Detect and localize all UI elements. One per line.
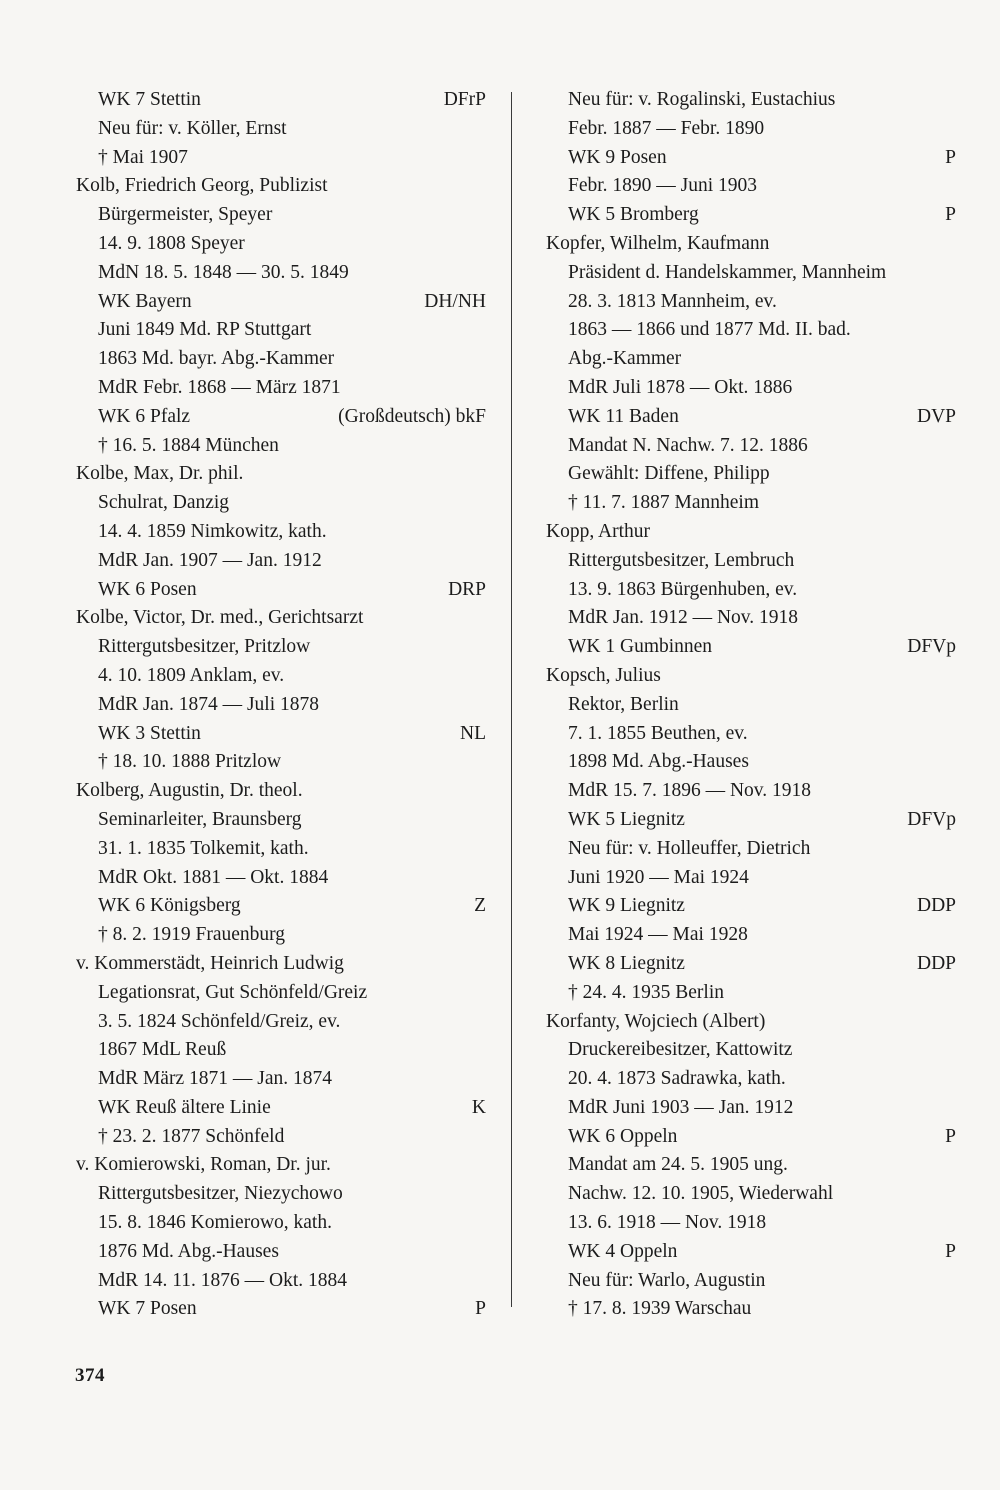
line-text: Seminarleiter, Braunsberg	[98, 808, 302, 830]
line-text: † Mai 1907	[98, 146, 188, 168]
entry-detail-line	[76, 259, 486, 288]
page-number: 374	[75, 1365, 105, 1386]
line-text: Kolberg, Augustin, Dr. theol.	[76, 780, 303, 802]
entry-detail-line	[546, 1151, 956, 1180]
entry-detail-line	[546, 259, 956, 288]
line-text: WK 6 Posen	[98, 578, 197, 600]
line-text: WK 9 Liegnitz	[568, 895, 685, 917]
entry-detail-line	[546, 1123, 956, 1152]
line-text: Bürgermeister, Speyer	[98, 204, 273, 226]
entry-detail-line	[76, 1295, 486, 1324]
line-text: v. Komierowski, Roman, Dr. jur.	[76, 1154, 331, 1176]
entry-detail-line	[76, 288, 486, 317]
party-label: DH/NH	[424, 290, 486, 312]
entry-detail-line	[546, 345, 956, 374]
line-text: MdR Juni 1903 — Jan. 1912	[568, 1096, 794, 1118]
line-text: Mai 1924 — Mai 1928	[568, 924, 748, 946]
line-text: Kolbe, Victor, Dr. med., Gerichtsarzt	[76, 607, 364, 629]
entry-detail-line	[76, 144, 486, 173]
entry-detail-line	[76, 1008, 486, 1037]
line-text: Rittergutsbesitzer, Niezychowo	[98, 1183, 343, 1205]
entry-detail-line	[546, 633, 956, 662]
entry-detail-line	[76, 576, 486, 605]
entry-detail-line	[76, 1209, 486, 1238]
entry-detail-line	[546, 144, 956, 173]
line-text: Kolbe, Max, Dr. phil.	[76, 463, 244, 485]
line-text: Präsident d. Handelskammer, Mannheim	[568, 261, 887, 283]
entry-detail-line	[76, 1094, 486, 1123]
line-text: 4. 10. 1809 Anklam, ev.	[98, 664, 285, 686]
entry-detail-line	[76, 835, 486, 864]
line-text: Kopp, Arthur	[546, 520, 650, 542]
entry-detail-line	[546, 864, 956, 893]
party-label: DFVp	[907, 808, 956, 830]
entry-detail-line	[76, 345, 486, 374]
entry-detail-line	[546, 489, 956, 518]
entry-detail-line	[546, 777, 956, 806]
line-text: WK 7 Stettin	[98, 89, 201, 110]
entry-detail-line	[76, 316, 486, 345]
line-text: 31. 1. 1835 Tolkemit, kath.	[98, 837, 309, 859]
line-text: 1898 Md. Abg.-Hauses	[568, 751, 749, 773]
entry-detail-line	[546, 1295, 956, 1324]
line-text: MdR 14. 11. 1876 — Okt. 1884	[98, 1269, 347, 1291]
line-text: WK 8 Liegnitz	[568, 952, 685, 974]
entry-detail-line	[76, 489, 486, 518]
line-text: WK 6 Königsberg	[98, 895, 241, 917]
entry-name-line	[76, 604, 486, 633]
entry-detail-line	[76, 201, 486, 230]
right-column	[546, 86, 956, 1324]
line-text: † 11. 7. 1887 Mannheim	[568, 492, 760, 514]
entry-detail-line	[546, 1238, 956, 1267]
line-text: Legationsrat, Gut Schönfeld/Greiz	[98, 981, 368, 1003]
line-text: MdR Jan. 1874 — Juli 1878	[98, 693, 320, 715]
entry-detail-line	[76, 864, 486, 893]
entry-name-line	[546, 518, 956, 547]
entry-detail-line	[546, 316, 956, 345]
line-text: Neu für: v. Köller, Ernst	[98, 117, 287, 139]
line-text: Febr. 1887 — Febr. 1890	[568, 117, 765, 139]
entry-detail-line	[76, 1267, 486, 1296]
line-text: Schulrat, Danzig	[98, 492, 230, 514]
line-text: † 18. 10. 1888 Pritzlow	[98, 751, 282, 773]
line-text: WK 11 Baden	[568, 405, 679, 427]
line-text: Neu für: v. Rogalinski, Eustachius	[568, 89, 836, 110]
entry-detail-line	[76, 748, 486, 777]
entry-detail-line	[76, 1123, 486, 1152]
entry-detail-line	[546, 950, 956, 979]
line-text: MdR Juli 1878 — Okt. 1886	[568, 376, 793, 398]
entry-detail-line	[76, 1036, 486, 1065]
line-text: 1876 Md. Abg.-Hauses	[98, 1240, 279, 1262]
line-text: † 16. 5. 1884 München	[98, 434, 279, 456]
line-text: 20. 4. 1873 Sadrawka, kath.	[568, 1068, 786, 1090]
entry-detail-line	[546, 806, 956, 835]
line-text: Korfanty, Wojciech (Albert)	[546, 1010, 766, 1032]
entry-detail-line	[76, 1238, 486, 1267]
line-text: † 24. 4. 1935 Berlin	[568, 981, 724, 1003]
entry-detail-line	[76, 432, 486, 461]
line-text: Rittergutsbesitzer, Pritzlow	[98, 636, 311, 658]
entry-name-line	[546, 662, 956, 691]
entry-name-line	[76, 1151, 486, 1180]
entry-detail-line	[546, 1267, 956, 1296]
entry-name-line	[546, 230, 956, 259]
line-text: Neu für: Warlo, Augustin	[568, 1269, 766, 1291]
entry-detail-line	[546, 432, 956, 461]
line-text: 3. 5. 1824 Schönfeld/Greiz, ev.	[98, 1010, 341, 1032]
entry-detail-line	[76, 720, 486, 749]
line-text: v. Kommerstädt, Heinrich Ludwig	[76, 952, 344, 974]
entry-detail-line	[76, 518, 486, 547]
party-label: K	[471, 1096, 486, 1118]
line-text: WK 3 Stettin	[98, 722, 201, 744]
line-text: WK Reuß ältere Linie	[98, 1096, 271, 1118]
entry-detail-line	[546, 576, 956, 605]
line-text: WK Bayern	[98, 290, 192, 312]
entry-name-line	[76, 777, 486, 806]
line-text: 1867 MdL Reuß	[98, 1039, 227, 1061]
line-text: WK 6 Pfalz	[98, 405, 191, 427]
line-text: Rektor, Berlin	[568, 693, 679, 715]
entry-name-line	[76, 460, 486, 489]
line-text: Juni 1849 Md. RP Stuttgart	[98, 319, 312, 341]
entry-detail-line	[546, 720, 956, 749]
entry-detail-line	[76, 892, 486, 921]
entry-detail-line	[546, 1036, 956, 1065]
entry-detail-line	[546, 835, 956, 864]
entry-detail-line	[546, 1180, 956, 1209]
line-text: Rittergutsbesitzer, Lembruch	[568, 549, 795, 571]
entry-detail-line	[546, 892, 956, 921]
line-text: 14. 9. 1808 Speyer	[98, 232, 245, 254]
line-text: Mandat N. Nachw. 7. 12. 1886	[568, 434, 808, 456]
entry-detail-line	[76, 374, 486, 403]
entry-detail-line	[76, 86, 486, 115]
line-text: Gewählt: Diffene, Philipp	[568, 463, 770, 485]
entry-detail-line	[76, 691, 486, 720]
entry-detail-line	[76, 115, 486, 144]
entry-detail-line	[546, 115, 956, 144]
line-text: Juni 1920 — Mai 1924	[568, 866, 749, 888]
party-label: Z	[474, 895, 486, 917]
line-text: WK 5 Bromberg	[568, 204, 699, 226]
party-label: DDP	[916, 952, 956, 974]
entry-detail-line	[76, 547, 486, 576]
line-text: Mandat am 24. 5. 1905 ung.	[568, 1154, 788, 1176]
entry-detail-line	[76, 403, 486, 432]
entry-detail-line	[546, 374, 956, 403]
line-text: MdR Febr. 1868 — März 1871	[98, 376, 341, 398]
entry-detail-line	[76, 662, 486, 691]
entry-detail-line	[546, 604, 956, 633]
line-text: WK 4 Oppeln	[568, 1240, 678, 1262]
line-text: Kopfer, Wilhelm, Kaufmann	[546, 232, 770, 254]
party-label: P	[945, 146, 956, 168]
line-text: MdR Jan. 1907 — Jan. 1912	[98, 549, 322, 571]
party-label: DDP	[916, 895, 956, 917]
entry-name-line	[546, 1008, 956, 1037]
party-label: P	[475, 1298, 486, 1320]
line-text: Druckereibesitzer, Kattowitz	[568, 1039, 793, 1061]
entry-detail-line	[546, 1209, 956, 1238]
entry-detail-line	[546, 288, 956, 317]
entry-detail-line	[546, 547, 956, 576]
party-label: P	[945, 204, 956, 226]
line-text: WK 9 Posen	[568, 146, 667, 168]
entry-detail-line	[76, 806, 486, 835]
entry-detail-line	[76, 633, 486, 662]
line-text: 15. 8. 1846 Komierowo, kath.	[98, 1212, 332, 1234]
party-label: DFVp	[907, 636, 956, 658]
entry-detail-line	[546, 403, 956, 432]
entry-detail-line	[76, 921, 486, 950]
entry-detail-line	[546, 979, 956, 1008]
party-label: DVP	[916, 405, 956, 427]
line-text: 7. 1. 1855 Beuthen, ev.	[568, 722, 748, 744]
line-text: Kopsch, Julius	[546, 664, 661, 686]
line-text: † 8. 2. 1919 Frauenburg	[98, 924, 286, 946]
line-text: 1863 Md. bayr. Abg.-Kammer	[98, 348, 335, 370]
line-text: Febr. 1890 — Juni 1903	[568, 175, 758, 197]
line-text: MdR Jan. 1912 — Nov. 1918	[568, 607, 799, 629]
entry-name-line	[76, 172, 486, 201]
entry-detail-line	[546, 921, 956, 950]
line-text: WK 7 Posen	[98, 1298, 197, 1320]
party-label: (Großdeutsch) bkF	[338, 405, 486, 427]
entry-detail-line	[76, 979, 486, 1008]
party-label: P	[945, 1125, 956, 1147]
line-text: Kolb, Friedrich Georg, Publizist	[76, 175, 328, 197]
entry-detail-line	[546, 748, 956, 777]
column-divider	[511, 92, 512, 1307]
party-label: P	[945, 1240, 956, 1262]
line-text: Neu für: v. Holleuffer, Dietrich	[568, 837, 811, 859]
entry-detail-line	[546, 1094, 956, 1123]
line-text: 14. 4. 1859 Nimkowitz, kath.	[98, 520, 327, 542]
line-text: † 17. 8. 1939 Warschau	[568, 1298, 752, 1320]
line-text: WK 1 Gumbinnen	[568, 636, 713, 658]
line-text: 13. 9. 1863 Bürgenhuben, ev.	[568, 578, 798, 600]
line-text: Nachw. 12. 10. 1905, Wiederwahl	[568, 1183, 834, 1205]
line-text: 13. 6. 1918 — Nov. 1918	[568, 1212, 767, 1234]
entry-detail-line	[546, 201, 956, 230]
entry-detail-line	[546, 691, 956, 720]
entry-detail-line	[546, 460, 956, 489]
entry-detail-line	[76, 1180, 486, 1209]
line-text: 1863 — 1866 und 1877 Md. II. bad.	[568, 319, 851, 341]
line-text: Abg.-Kammer	[568, 348, 682, 370]
line-text: † 23. 2. 1877 Schönfeld	[98, 1125, 285, 1147]
line-text: WK 5 Liegnitz	[568, 808, 685, 830]
line-text: MdR 15. 7. 1896 — Nov. 1918	[568, 780, 812, 802]
party-label: NL	[460, 722, 486, 744]
entry-detail-line	[546, 1065, 956, 1094]
entry-detail-line	[546, 86, 956, 115]
line-text: MdR März 1871 — Jan. 1874	[98, 1068, 332, 1090]
left-column	[76, 86, 486, 1324]
line-text: MdR Okt. 1881 — Okt. 1884	[98, 866, 329, 888]
entry-detail-line	[76, 230, 486, 259]
entry-name-line	[76, 950, 486, 979]
entry-detail-line	[76, 1065, 486, 1094]
party-label: DRP	[448, 578, 486, 600]
line-text: 28. 3. 1813 Mannheim, ev.	[568, 290, 777, 312]
line-text: WK 6 Oppeln	[568, 1125, 678, 1147]
entry-detail-line	[546, 172, 956, 201]
party-label: DFrP	[443, 89, 486, 110]
line-text: MdN 18. 5. 1848 — 30. 5. 1849	[98, 261, 349, 283]
